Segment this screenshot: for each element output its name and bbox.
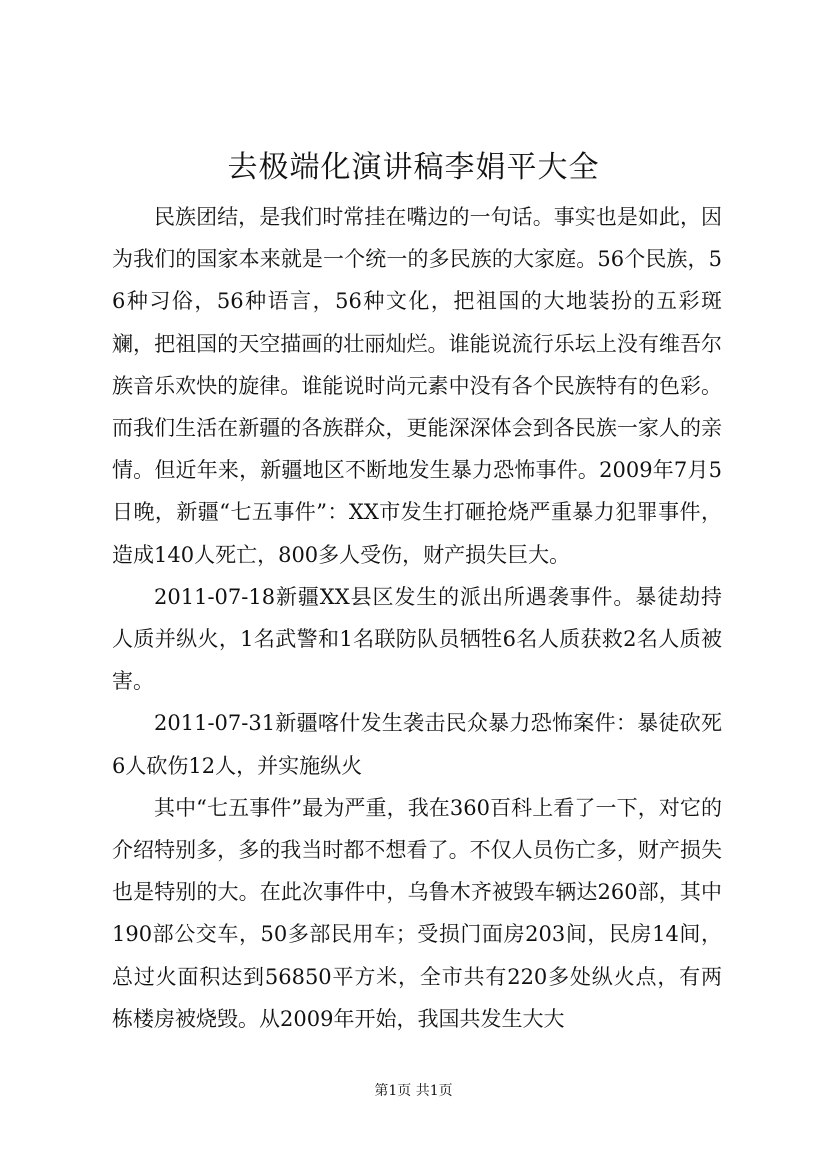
paragraph-3: 2011-07-31新疆喀什发生袭击民众暴力恐怖案件：暴徒砍死6人砍伤12人，并实施纵火 xyxy=(112,711,722,778)
document-body xyxy=(112,196,722,1040)
page-number-footer: 第1页 共1页 xyxy=(374,1083,453,1099)
paragraph-1: 民族团结，是我们时常挂在嘴边的一句话。事实也是如此，因为我们的国家本来就是一个统一的多民族的大家庭。56个民族，56种习俗，56种语言，56种文化，把祖国的大地装扮的五彩斑斓，把祖国的天空描画的壮丽灿烂。谁能说流行乐坛上没有维吾尔族音乐欢快的旋律。谁能说时尚元素中没有各个民族特有的色彩。而我们生活在新疆的各族群众，更能深深体会到各民族一家人的亲情。但近年来，新疆地区不断地发生暴力恐怖事件。2009年7月5日晚，新疆“七五事件”：XX市发生打砸抢烧严重暴力犯罪事件，造成140人死亡，800多人受伤，财产损失巨大。 xyxy=(112,205,722,567)
paragraph-2: 2011-07-18新疆XX县区发生的派出所遇袭事件。暴徒劫持人质并纵火，1名武警和1名联防队员牺牲6名人质获救2名人质被害。 xyxy=(112,584,722,694)
paragraph-4: 其中“七五事件”最为严重，我在360百科上看了一下，对它的介绍特别多，多的我当时都不想看了。不仅人员伤亡多，财产损失也是特别的大。在此次事件中，乌鲁木齐被毁车辆达260部，其中190部公交车，50多部民用车；受损门面房203间，民房14间，总过火面积达到56850平方米，全市共有220多处纵火点，有两栋楼房被烧毁。从2009年开始，我国共发生大大 xyxy=(112,795,722,1031)
document-title: 去极端化演讲稿李娟平大全 xyxy=(227,150,600,185)
